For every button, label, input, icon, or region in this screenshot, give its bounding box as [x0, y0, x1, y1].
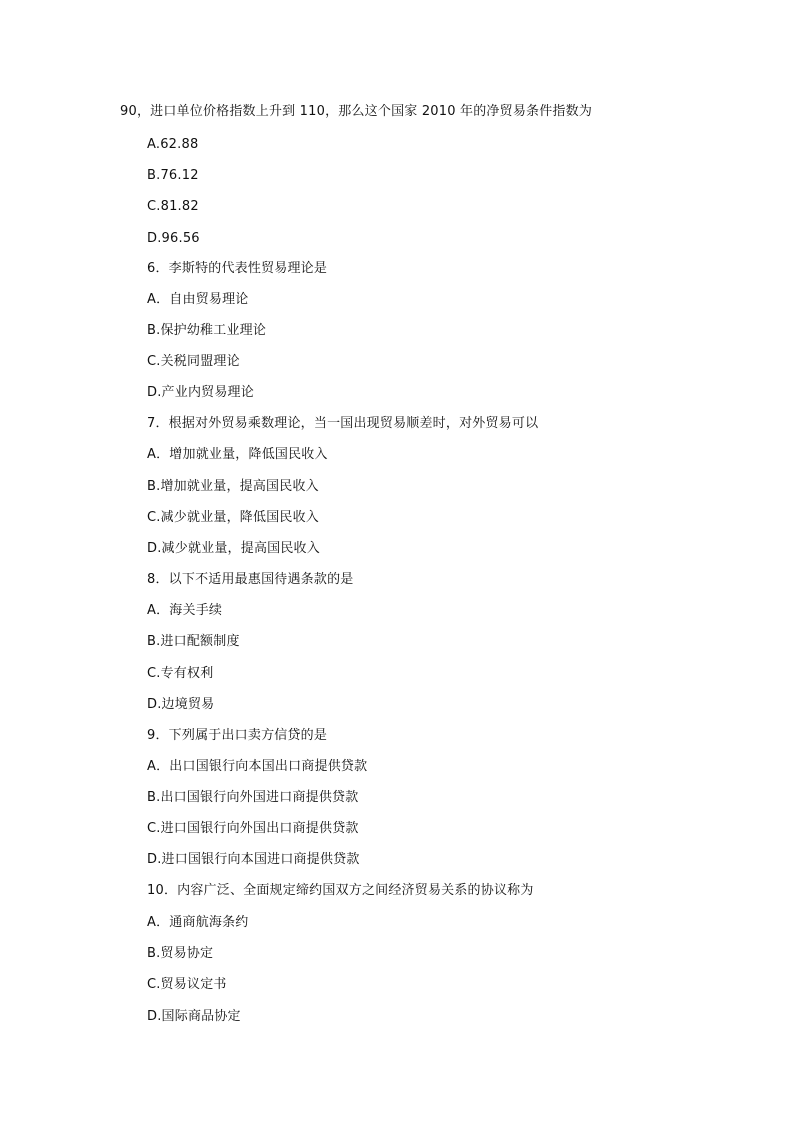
option-c: C.减少就业量，降低国民收入	[147, 510, 320, 525]
question-stem-continuation: 90，进口单位价格指数上升到 110，那么这个国家 2010 年的净贸易条件指数为	[120, 104, 593, 119]
option-a: A．增加就业量，降低国民收入	[147, 447, 328, 462]
option-d: D.96.56	[147, 231, 200, 246]
option-c: C.进口国银行向外国出口商提供贷款	[147, 821, 359, 836]
option-d: D.国际商品协定	[147, 1009, 241, 1024]
question-8: 8．以下不适用最惠国待遇条款的是	[147, 572, 354, 587]
option-a: A．通商航海条约	[147, 915, 249, 930]
question-6: 6．李斯特的代表性贸易理论是	[147, 261, 328, 276]
option-b: B.贸易协定	[147, 946, 214, 961]
option-d: D.边境贸易	[147, 697, 215, 712]
option-b: B.76.12	[147, 168, 199, 183]
option-d: D.产业内贸易理论	[147, 385, 254, 400]
question-7: 7．根据对外贸易乘数理论，当一国出现贸易顺差时，对外贸易可以	[147, 416, 539, 431]
option-a: A.62.88	[147, 137, 199, 152]
option-b: B.进口配额制度	[147, 634, 240, 649]
option-d: D.进口国银行向本国进口商提供贷款	[147, 852, 360, 867]
option-c: C.专有权利	[147, 666, 214, 681]
option-c: C.81.82	[147, 199, 199, 214]
question-10: 10．内容广泛、全面规定缔约国双方之间经济贸易关系的协议称为	[147, 883, 534, 898]
option-b: B.增加就业量，提高国民收入	[147, 479, 319, 494]
option-a: A．自由贸易理论	[147, 292, 249, 307]
option-c: C.关税同盟理论	[147, 354, 240, 369]
option-b: B.保护幼稚工业理论	[147, 323, 267, 338]
option-c: C.贸易议定书	[147, 977, 227, 992]
option-a: A．出口国银行向本国出口商提供贷款	[147, 759, 368, 774]
question-9: 9．下列属于出口卖方信贷的是	[147, 728, 328, 743]
option-a: A．海关手续	[147, 603, 223, 618]
option-b: B.出口国银行向外国进口商提供贷款	[147, 790, 359, 805]
option-d: D.减少就业量，提高国民收入	[147, 541, 320, 556]
